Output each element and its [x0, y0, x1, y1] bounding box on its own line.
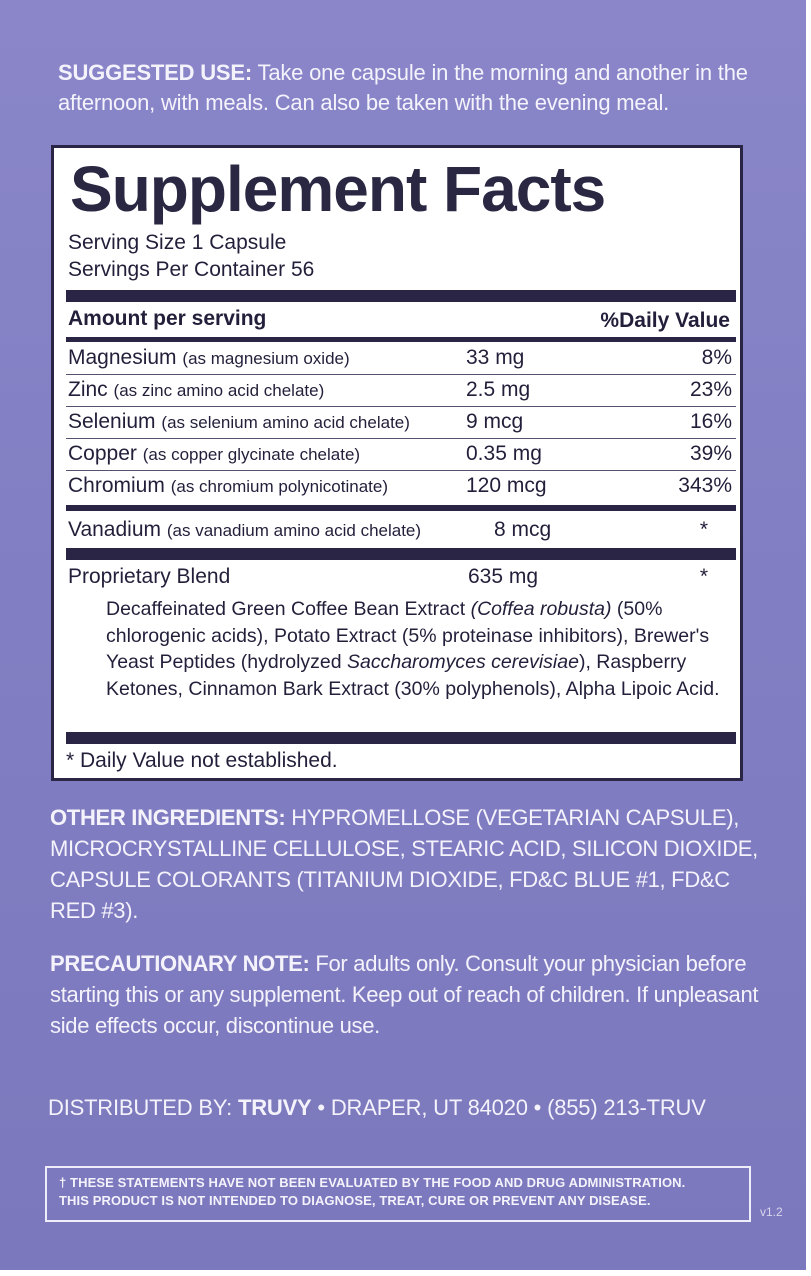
medium-divider: [66, 337, 736, 342]
nutrient-amount: 9 mcg: [466, 410, 524, 433]
facts-title: Supplement Facts: [70, 153, 606, 225]
precautionary-note: [50, 948, 770, 1041]
fda-disclaimer: [45, 1166, 751, 1222]
section-divider: [66, 505, 736, 511]
nutrient-amount: 8 mcg: [494, 518, 552, 541]
blend-daily-value: *: [699, 565, 708, 588]
nutrient-amount: 2.5 mg: [466, 378, 531, 401]
nutrient-name: Chromium (as chromium polynicotinate): [68, 474, 389, 497]
nutrient-amount: 0.35 mg: [466, 442, 542, 465]
nutrient-amount: 33 mg: [466, 346, 525, 369]
nutrient-amount: 120 mcg: [466, 474, 547, 497]
blend-amount: 635 mg: [468, 565, 539, 588]
amount-header: Amount per serving: [68, 307, 267, 330]
nutrient-row: [66, 375, 736, 405]
nutrient-daily-value: 23%: [689, 378, 732, 401]
supplement-facts-table: [51, 145, 743, 781]
nutrient-daily-value: 16%: [689, 410, 732, 433]
version-label: v1.2: [760, 1205, 783, 1219]
other-ingredients: [50, 802, 770, 926]
blend-ingredients: Decaffeinated Green Coffee Bean Extract (Coffea robusta) (50% chlorogenic acids), Potato Extract (5% proteinase inhibitors), Brewer's Yeast Peptides (hydrolyzed Saccharomyces cerevisiae), Raspberry Ketones, Cinnamon Bark Extract (30% polyphenols), Alpha Lipoic Acid.: [106, 598, 720, 700]
suggested-use-text: Take one capsule in the morning and another in the afternoon, with meals. Can also be taken with the evening meal.: [58, 60, 748, 115]
brand-name: TRUVY: [237, 1095, 312, 1120]
nutrient-name: Zinc (as zinc amino acid chelate): [68, 378, 325, 401]
precautionary-label: PRECAUTIONARY NOTE:: [50, 951, 310, 976]
daily-value-header: %Daily Value: [600, 309, 730, 332]
nutrient-daily-value: 39%: [689, 442, 732, 465]
servings-per-container: Servings Per Container 56: [68, 258, 315, 281]
daily-value-footnote: * Daily Value not established.: [66, 749, 338, 772]
suggested-use-label: SUGGESTED USE:: [58, 60, 253, 85]
thick-divider: [66, 732, 736, 744]
precautionary-text: For adults only. Consult your physician before starting this or any supplement. Keep out of reach of children. If unpleasant side effects occur, discontinue use.: [50, 951, 759, 1038]
disclaimer-line-1: † THESE STATEMENTS HAVE NOT BEEN EVALUATED BY THE FOOD AND DRUG ADMINISTRATION.: [59, 1175, 686, 1190]
nutrient-name: Copper (as copper glycinate chelate): [68, 442, 361, 465]
nutrient-row: [66, 343, 736, 373]
blend-name: Proprietary Blend: [68, 565, 231, 588]
nutrient-row: [66, 471, 736, 501]
nutrient-daily-value: 343%: [678, 474, 732, 497]
blend-row: [66, 562, 736, 592]
other-ingredients-label: OTHER INGREDIENTS:: [50, 805, 286, 830]
other-ingredients-text: HYPROMELLOSE (VEGETARIAN CAPSULE), MICROCRYSTALLINE CELLULOSE, STEARIC ACID, SILICON DIOXIDE, CAPSULE COLORANTS (TITANIUM DIOXIDE, FD&C BLUE #1, FD&C RED #3).: [50, 805, 758, 923]
thick-divider: [66, 290, 736, 302]
serving-size: Serving Size 1 Capsule: [68, 231, 287, 254]
nutrient-name: Selenium (as selenium amino acid chelate): [68, 410, 410, 433]
disclaimer-line-2: THIS PRODUCT IS NOT INTENDED TO DIAGNOSE, TREAT, CURE OR PREVENT ANY DISEASE.: [59, 1193, 651, 1208]
nutrient-row: [66, 439, 736, 469]
distributed-by: DISTRIBUTED BY: TRUVY • DRAPER, UT 84020 • (855) 213-TRUV: [48, 1095, 706, 1120]
nutrient-daily-value: *: [699, 518, 708, 541]
nutrient-name: Magnesium (as magnesium oxide): [68, 346, 350, 369]
nutrient-name: Vanadium (as vanadium amino acid chelate): [68, 518, 422, 541]
nutrient-row: [66, 515, 736, 545]
thick-divider: [66, 548, 736, 560]
suggested-use: [58, 58, 778, 118]
nutrient-row: [66, 407, 736, 437]
nutrient-daily-value: 8%: [701, 346, 732, 369]
